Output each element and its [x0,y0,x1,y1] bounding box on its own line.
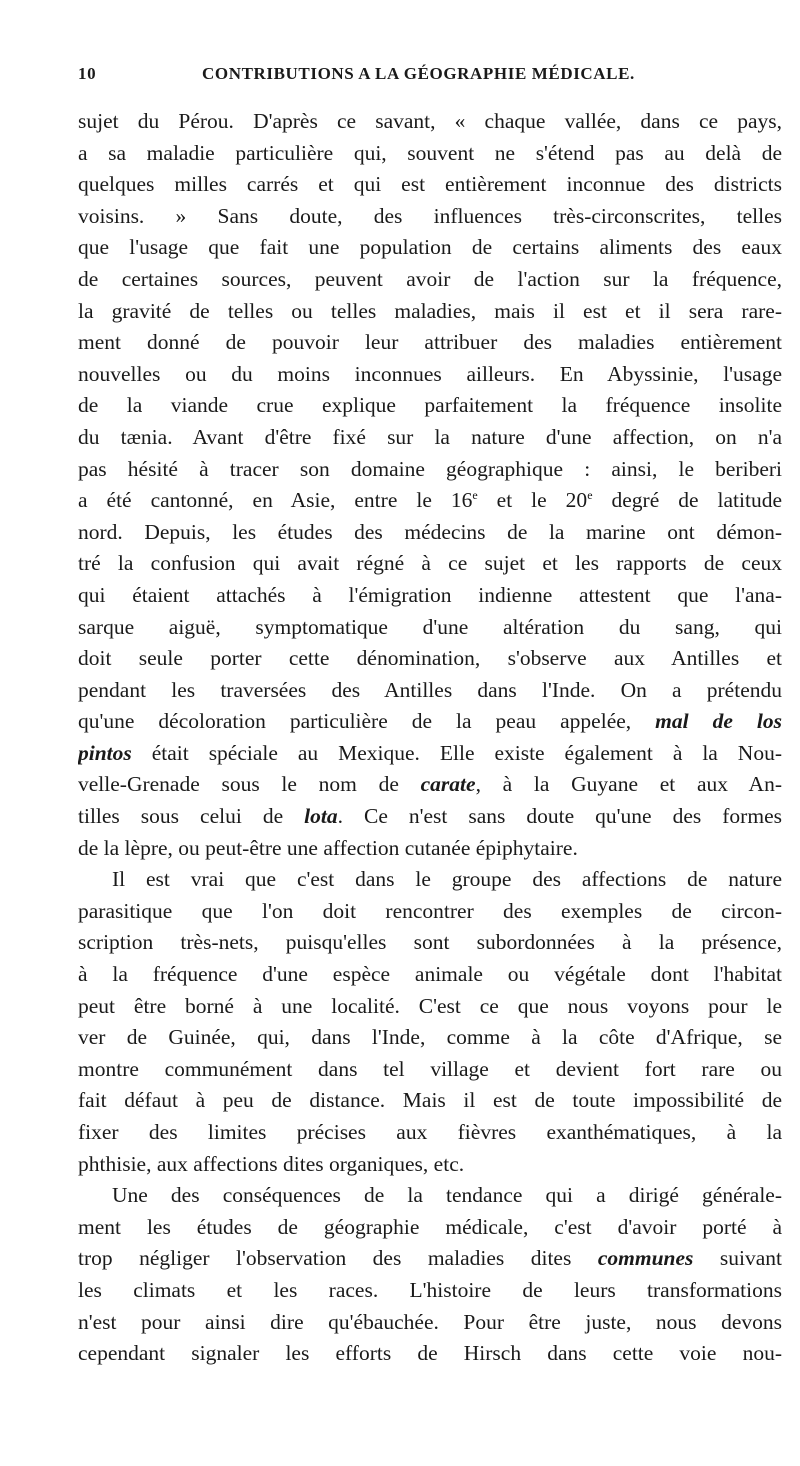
text-line: sarque aiguë, symptomatique d'une altération du sang, qui [78,614,782,639]
text-line: la gravité de telles ou telles maladies, mais il est et il sera rare- [78,298,782,323]
text-line: nord. Depuis, les études des médecins de la marine ont démon- [78,519,782,544]
text-line: fait défaut à peu de distance. Mais il est de toute impossibilité de [78,1088,782,1113]
text-line: phthisie, aux affections dites organiques, etc. [78,1151,465,1176]
italic-term: mal de los [655,709,782,734]
body-text [78,106,782,1370]
text-line [78,485,782,517]
text-run: . Ce n'est sans doute qu'une des formes [337,804,782,829]
text-line: du tænia. Avant d'être fixé sur la nature d'une affection, on n'a [78,424,782,449]
text-line: cependant signaler les efforts de Hirsch dans cette voie nou- [78,1341,782,1366]
paragraph-first-line: Une des conséquences de la tendance qui a dirigé générale- [112,1183,782,1208]
text-line: que l'usage que fait une population de certains aliments des eaux [78,235,782,260]
text-run: qu'une décoloration particulière de la peau appelée, [78,709,656,734]
text-line: fixer des limites précises aux fièvres exanthématiques, à la [78,1120,782,1144]
text-run: tilles sous celui de [78,804,305,829]
text-line: a sa maladie particulière qui, souvent ne s'étend pas au delà de [78,140,782,165]
text-run: , à la Guyane et aux An- [475,772,782,797]
text-line [78,769,782,801]
text-line: de la lèpre, ou peut-être une affection cutanée épiphytaire. [78,835,578,860]
text-line: pas hésité à tracer son domaine géographique : ainsi, le beriberi [78,456,782,481]
text-line: de la viande crue explique parfaitement la fréquence insolite [78,393,782,418]
text-line: peut être borné à une localité. C'est ce que nous voyons pour le [78,993,782,1018]
running-title: CONTRIBUTIONS A LA GÉOGRAPHIE MÉDICALE. [202,64,635,83]
text-line: doit seule porter cette dénomination, s'observe aux Antilles et [78,646,782,671]
paragraph-first-line: Il est vrai que c'est dans le groupe des affections de nature [112,867,782,892]
text-run: suivant [693,1246,782,1271]
text-line: ver de Guinée, qui, dans l'Inde, comme à la côte d'Afrique, se [78,1025,782,1050]
ordinal-superscript: e [472,487,478,502]
text-run: était spéciale au Mexique. Elle existe également à la Nou- [131,740,782,765]
text-line: montre communément dans tel village et devient fort rare ou [78,1056,782,1081]
text-line: nouvelles ou du moins inconnues ailleurs. En Abyssinie, l'usage [78,361,782,386]
text-line: pendant les traversées des Antilles dans l'Inde. On a prétendu [78,677,782,702]
text-line: voisins. » Sans doute, des influences très-circonscrites, telles [78,203,782,228]
text-run: degré de latitude [592,488,782,513]
text-run: trop négliger l'observation des maladies dites [78,1246,598,1271]
text-line: qui étaient attachés à l'émigration indienne attestent que l'ana- [78,582,782,607]
page-number: 10 [78,64,97,83]
text-line: de certaines sources, peuvent avoir de l'action sur la fréquence, [78,266,782,291]
text-line: les climats et les races. L'histoire de leurs transformations [78,1277,782,1302]
text-line: à la fréquence d'une espèce animale ou végétale dont l'habitat [78,962,782,987]
text-line: ment les études de géographie médicale, c'est d'avoir porté à [78,1214,782,1239]
text-line: parasitique que l'on doit rencontrer des exemples de circon- [78,898,782,923]
text-line: tré la confusion qui avait régné à ce sujet et les rapports de ceux [78,551,782,576]
text-line: scription très-nets, puisqu'elles sont subordonnées à la présence, [78,930,782,955]
italic-term: pintos [78,740,132,765]
ordinal-superscript: e [587,487,593,502]
text-line: ment donné de pouvoir leur attribuer des maladies entièrement [78,330,782,355]
text-line [78,738,782,770]
text-line [78,801,782,833]
italic-term: lota [304,804,338,829]
text-line [78,706,782,738]
text-run: velle-Grenade sous le nom de [78,772,421,797]
text-run: et le 20 [477,488,588,513]
text-line: sujet du Pérou. D'après ce savant, « chaque vallée, dans ce pays, [78,109,782,133]
text-line: n'est pour ainsi dire qu'ébauchée. Pour être juste, nous devons [78,1309,782,1334]
text-run: a été cantonné, en Asie, entre le 16 [78,488,473,513]
text-line: quelques milles carrés et qui est entièrement inconnue des districts [78,172,782,197]
text-line [78,1243,782,1275]
page-header [78,64,778,92]
italic-term: carate [420,772,476,797]
italic-term: communes [597,1246,694,1271]
